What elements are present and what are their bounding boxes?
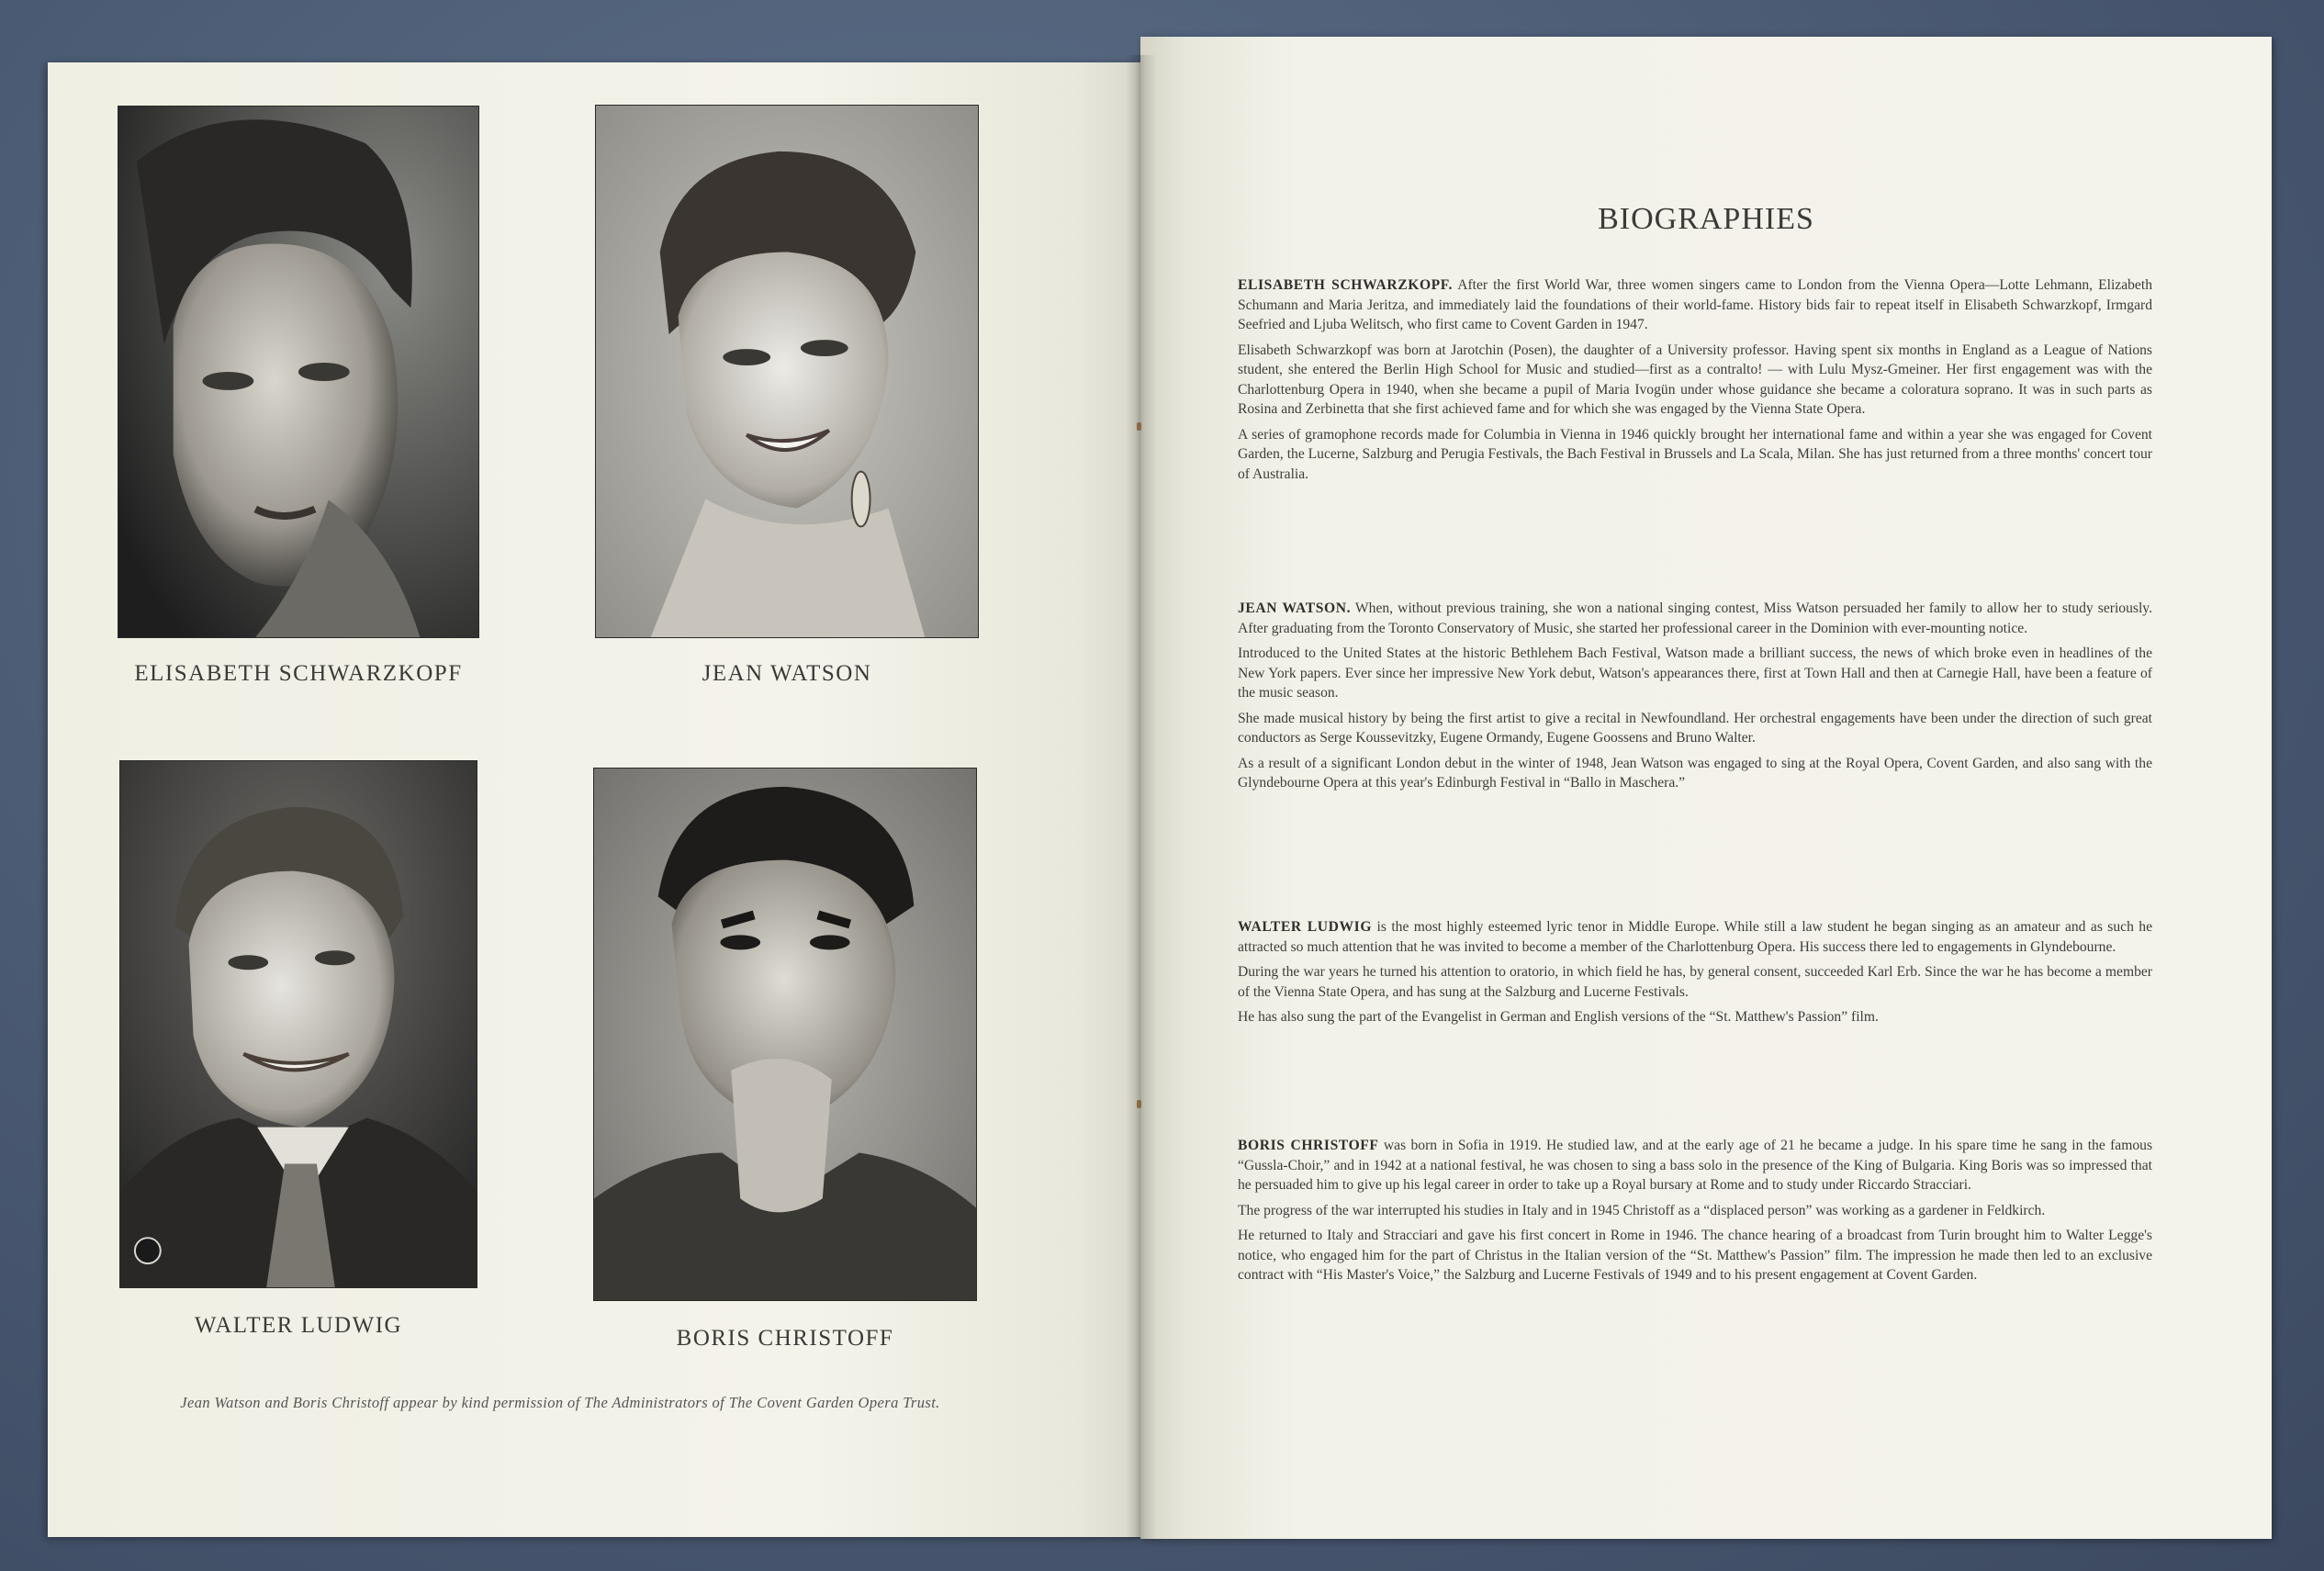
- bio-name: WALTER LUDWIG: [1238, 919, 1373, 935]
- staple-bottom: [1137, 1100, 1141, 1108]
- portrait-photo-watson: [595, 105, 979, 638]
- portrait-caption: WALTER LUDWIG: [194, 1313, 403, 1338]
- biography-ludwig: [1238, 917, 2152, 1033]
- page-title: BIOGRAPHIES: [1598, 202, 1814, 236]
- bio-paragraph: Introduced to the United States at the historic Bethlehem Bach Festival, Watson made a brilliant success, the news of which broke even in headlines of the New York papers. Ever since her impressive New York debut, Watson's appearances there, first at Town Hall and then at Carnegie Hall, have been a feature of the music season.: [1238, 645, 2152, 701]
- biography-schwarzkopf: [1238, 275, 2152, 489]
- portrait-caption: BORIS CHRISTOFF: [676, 1326, 894, 1351]
- bio-lead-paragraph: [1238, 275, 2152, 335]
- staple-top: [1137, 422, 1141, 431]
- portrait-image: [118, 107, 478, 637]
- portrait-photo-schwarzkopf: [118, 106, 479, 638]
- bio-paragraph: He has also sung the part of the Evangelist in German and English versions of the “St. Matthew's Passion” film.: [1238, 1009, 1879, 1025]
- bio-paragraph: Elisabeth Schwarzkopf was born at Jarotchin (Posen), the daughter of a University professor. Having spent six months in England as a League of Nations student, she entered the Berlin High School for Music and studied—first as a contralto! — with Lulu Mysz-Gmeiner. Her first engagement was with the Charlottenburg Opera in 1940, when she became a pupil of Maria Ivogün under whose guidance she became a coloratura soprano. It was in such parts as Rosina and Zerbinetta that she first achieved fame and for which she was engaged by the Vienna State Opera.: [1238, 342, 2152, 417]
- bio-lead-text: After the first World War, three women singers came to London from the Vienna Opera—Lotte Lehmann, Elizabeth Schumann and Maria Jeritza, and immediately laid the foundations of their world-fame. History bids fair to repeat itself in Elisabeth Schwarzkopf, Irmgard Seefried and Ljuba Welitsch, who first came to Covent Garden in 1947.: [1238, 277, 2152, 332]
- bio-lead-paragraph: [1238, 599, 2152, 638]
- biography-christoff: [1238, 1136, 2152, 1291]
- bio-paragraph: As a result of a significant London debut in the winter of 1948, Jean Watson was engaged to sing at the Royal Opera, Covent Garden, and also sang with the Glyndebourne Opera at this year's Edinburgh Festival in “Ballo in Maschera.”: [1238, 755, 2152, 791]
- bio-lead-text: was born in Sofia in 1919. He studied law, and at the early age of 21 he became a judge. In his spare time he sang in the famous “Gussla-Choir,” and in 1942 at a national festival, he was chosen to sing a bass solo in the presence of the King of Bulgaria. King Boris was so impressed that he persuaded him to give up his legal career in order to take up a Royal bursary at Rome and to study under Riccardo Stracciari.: [1238, 1138, 2153, 1193]
- permission-note: Jean Watson and Boris Christoff appear by kind permission of The Administrators of The Covent Garden Opera Trust.: [180, 1394, 940, 1411]
- bio-name: JEAN WATSON.: [1238, 600, 1352, 616]
- portrait-image: [594, 769, 976, 1300]
- bio-paragraph: A series of gramophone records made for Columbia in Vienna in 1946 quickly brought her international fame and within a year she was engaged for Covent Garden, the Lucerne, Salzburg and Perugia Festivals, the Bach Festival in Brussels and La Scala, Milan. She has just returned from a three months' concert tour of Australia.: [1238, 426, 2152, 482]
- bio-lead-paragraph: [1238, 1136, 2152, 1195]
- bio-paragraph: During the war years he turned his attention to oratorio, in which field he has, by general consent, succeeded Karl Erb. Since the war he has become a member of the Vienna State Opera, and has sung at the Salzburg and Lucerne Festivals.: [1238, 964, 2152, 1000]
- biography-watson: [1238, 599, 2152, 799]
- portrait-photo-ludwig: [119, 760, 477, 1288]
- bio-lead-text: When, without previous training, she won a national singing contest, Miss Watson persuaded her family to allow her to study seriously. After graduating from the Toronto Conservatory of Music, she started her professional career in the Dominion with ever-mounting notice.: [1238, 600, 2152, 636]
- portrait-caption: JEAN WATSON: [702, 661, 872, 686]
- portrait-image: [120, 761, 477, 1287]
- bio-paragraph: She made musical history by being the first artist to give a recital in Newfoundland. Her orchestral engagements have been under the direction of such great conductors as Serge Koussevitzky, Eugene Ormandy, Eugene Goossens and Bruno Walter.: [1238, 710, 2152, 746]
- bio-lead-text: is the most highly esteemed lyric tenor in Middle Europe. While still a law student he began singing as an amateur and as such he attracted so much attention that he was invited to become a member of the Charlottenburg Opera. His success there led to engagements in Glyndebourne.: [1238, 919, 2153, 955]
- bio-paragraph: The progress of the war interrupted his studies in Italy and in 1945 Christoff as a “displaced person” was working as a gardener in Feldkirch.: [1238, 1202, 2046, 1218]
- bio-name: ELISABETH SCHWARZKOPF.: [1238, 277, 1454, 293]
- bio-paragraph: He returned to Italy and Stracciari and gave his first concert in Rome in 1946. The chance hearing of a broadcast from Turin brought him to Walter Legge's notice, who engaged him for the part of Christus in the Italian version of the “St. Matthew's Passion” film. The impression he made then led to an exclusive contract with “His Master's Voice,” the Salzburg and Lucerne Festivals of 1949 and to his present engagement at Covent Garden.: [1238, 1228, 2152, 1283]
- page-gutter: [1126, 55, 1157, 1539]
- bio-name: BORIS CHRISTOFF: [1238, 1138, 1379, 1153]
- portrait-image: [596, 106, 978, 637]
- portrait-photo-christoff: [593, 768, 977, 1301]
- bio-lead-paragraph: [1238, 917, 2152, 957]
- portrait-caption: ELISABETH SCHWARZKOPF: [134, 661, 463, 686]
